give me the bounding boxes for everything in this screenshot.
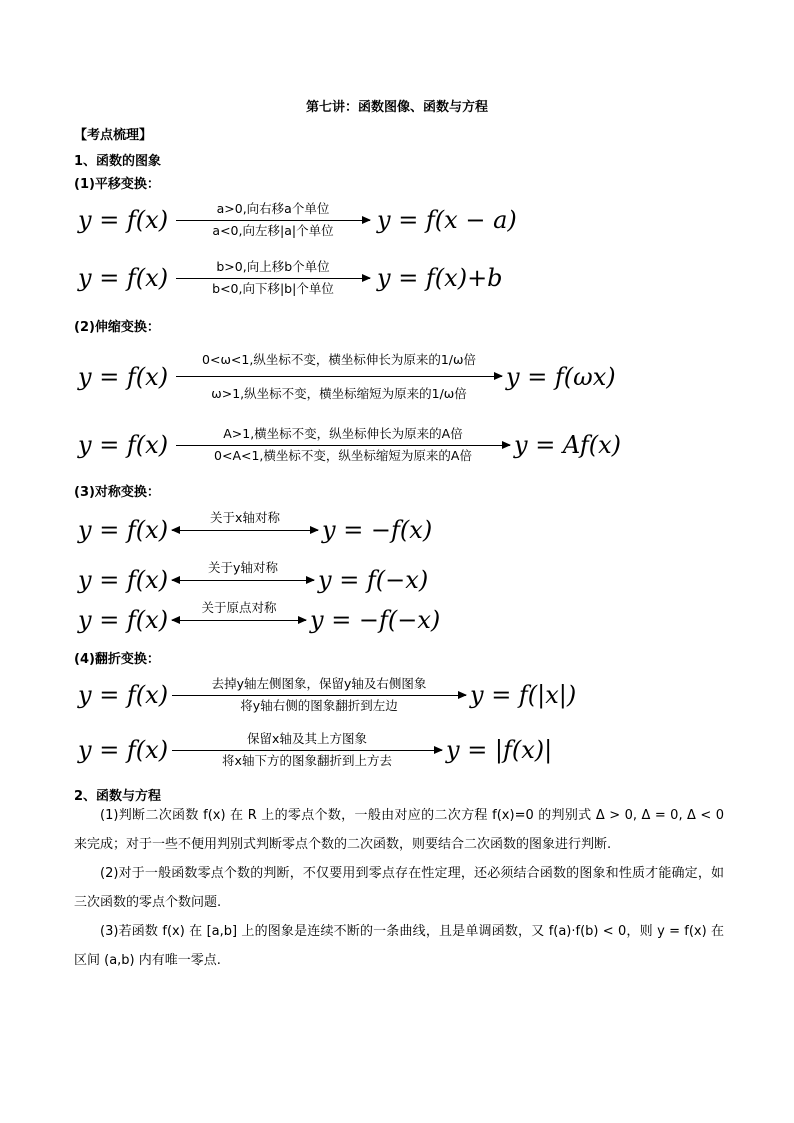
scaling-2-lhs: y = f(x) (78, 431, 169, 459)
flip-1-rhs: y = f(|x|) (470, 681, 577, 709)
heading-function-equation: 2、函数与方程 (74, 789, 162, 804)
heading-scaling: (2)伸缩变换： (74, 320, 160, 335)
flip-1-arrow (172, 695, 466, 696)
scaling-2-rhs: y = Af(x) (514, 431, 621, 459)
flip-1-lhs: y = f(x) (78, 681, 169, 709)
heading-flip: (4)翻折变换： (74, 652, 160, 667)
flip-1-top-label: 去掉y轴左侧图象，保留y轴及右侧图象 (211, 676, 427, 691)
heading-function-graphs: 1、函数的图象 (74, 154, 162, 169)
paragraph-block (74, 801, 724, 975)
scaling-1-top-label: 0<ω<1,纵坐标不变，横坐标伸长为原来的1/ω倍 (202, 352, 476, 367)
paragraph-1: (1)判断二次函数 f(x) 在 R 上的零点个数，一般由对应的二次方程 f(x)=0 的判别式 Δ > 0, Δ = 0, Δ < 0 来完成；对于一些不便用判别式判断零点个数的二次函数，则要结合二次函数的图象进行判断. (74, 808, 724, 852)
symmetry-3-lhs: y = f(x) (78, 606, 169, 634)
symmetry-2-rhs: y = f(−x) (318, 566, 429, 594)
section-header: 【考点梳理】 (74, 128, 153, 143)
symmetry-3-label: 关于原点对称 (201, 600, 277, 615)
translation-1-rhs: y = f(x − a) (377, 206, 517, 234)
translation-2-rhs: y = f(x)+b (377, 264, 503, 292)
flip-1-bottom-label: 将y轴右侧的图象翻折到左边 (240, 698, 398, 713)
flip-2-bottom-label: 将x轴下方的图象翻折到上方去 (222, 753, 392, 768)
translation-2-arrow (176, 278, 370, 279)
symmetry-3-arrow (172, 620, 306, 621)
symmetry-1-lhs: y = f(x) (78, 516, 169, 544)
heading-translation: (1)平移变换： (74, 177, 160, 192)
symmetry-1-arrow (172, 530, 318, 531)
scaling-2-bottom-label: 0<A<1,横坐标不变，纵坐标缩短为原来的A倍 (214, 448, 472, 463)
paragraph-3: (3)若函数 f(x) 在 [a,b] 上的图象是连续不断的一条曲线，且是单调函数，又 f(a)·f(b) < 0，则 y = f(x) 在区间 (a,b) 内有唯一零点. (74, 924, 724, 968)
paragraph-2: (2)对于一般函数零点个数的判断，不仅要用到零点存在性定理，还必须结合函数的图象和性质才能确定，如三次函数的零点个数问题. (74, 866, 724, 910)
flip-2-rhs: y = |f(x)| (446, 736, 553, 764)
flip-2-lhs: y = f(x) (78, 736, 169, 764)
symmetry-2-label: 关于y轴对称 (208, 560, 278, 575)
symmetry-3-rhs: y = −f(−x) (310, 606, 441, 634)
symmetry-2-lhs: y = f(x) (78, 566, 169, 594)
scaling-1-arrow (176, 376, 502, 377)
translation-2-top-label: b>0,向上移b个单位 (216, 259, 330, 274)
heading-symmetry: (3)对称变换： (74, 485, 160, 500)
translation-2-bottom-label: b<0,向下移|b|个单位 (212, 281, 334, 296)
flip-2-top-label: 保留x轴及其上方图象 (247, 731, 367, 746)
scaling-1-bottom-label: ω>1,纵坐标不变，横坐标缩短为原来的1/ω倍 (211, 386, 467, 401)
page-title: 第七讲：函数图像、函数与方程 (305, 100, 488, 115)
translation-1-bottom-label: a<0,向左移|a|个单位 (212, 223, 334, 238)
translation-1-arrow (176, 220, 370, 221)
translation-1-top-label: a>0,向右移a个单位 (216, 201, 330, 216)
translation-2-lhs: y = f(x) (78, 264, 169, 292)
symmetry-2-arrow (172, 580, 314, 581)
symmetry-1-label: 关于x轴对称 (210, 510, 280, 525)
scaling-1-lhs: y = f(x) (78, 363, 169, 391)
translation-1-lhs: y = f(x) (78, 206, 169, 234)
scaling-1-rhs: y = f(ωx) (506, 363, 616, 391)
flip-2-arrow (172, 750, 442, 751)
scaling-2-top-label: A>1,横坐标不变，纵坐标伸长为原来的A倍 (223, 426, 463, 441)
scaling-2-arrow (176, 445, 510, 446)
symmetry-1-rhs: y = −f(x) (322, 516, 433, 544)
